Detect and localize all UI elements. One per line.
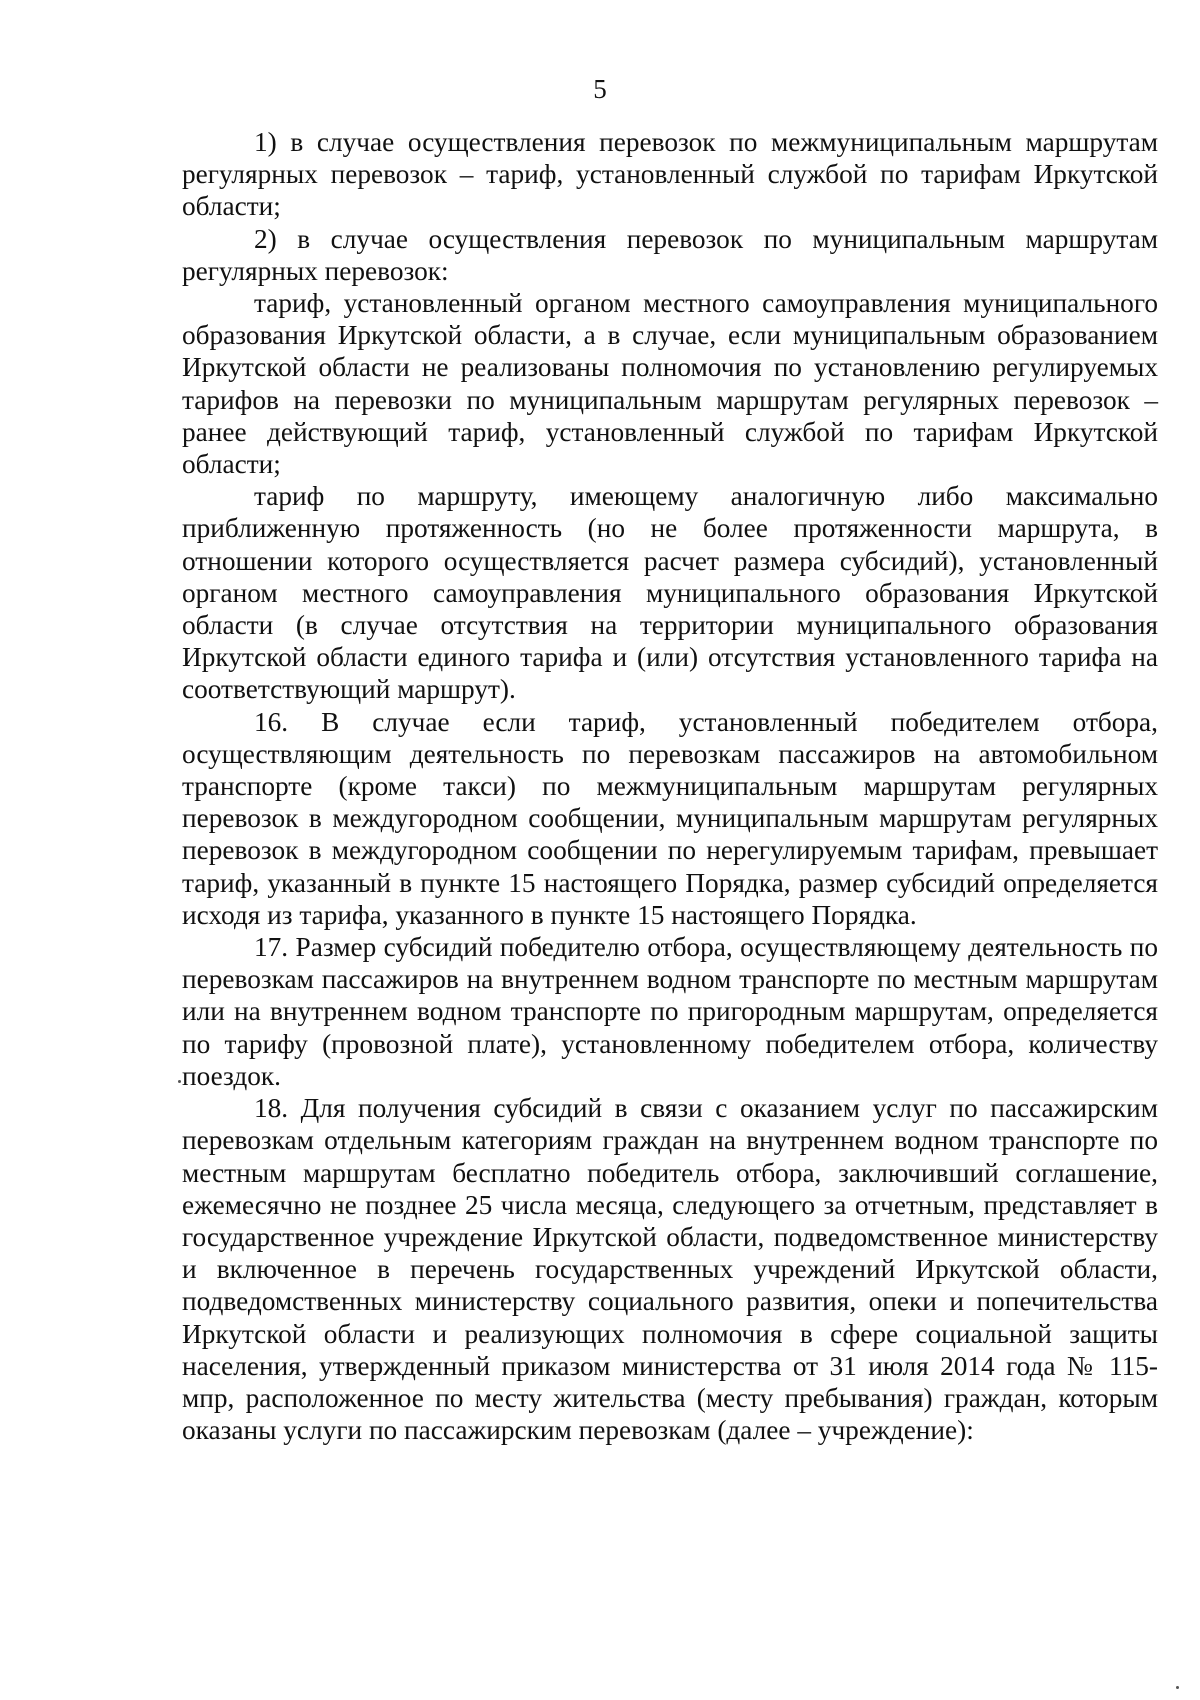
page-number: 5 [593,74,607,104]
paragraph-tariff-similar-route: тариф по маршруту, имеющему аналогичную либо максимально приближенную протяженность (но не более протяженности маршрута, в отношении которого осуществляется расчет размера субсидий), установленный органом местного самоуправления муниципального образования Иркутской области (в случае отсутствия на территории муниципального образования Иркутской области единого тарифа и (или) отсутствия установленного тарифа на соответствующий маршрут). [182,481,1158,705]
document-body [182,126,1158,1446]
paragraph-clause-17: 17. Размер субсидий победителю отбора, осуществляющему деятельность по перевозкам пассажиров на внутреннем водном транспорте по местным маршрутам или на внутреннем водном транспорте по пригородным маршрутам, определяется по тарифу (провозной плате), установленному победителем отбора, количеству поездок. [182,932,1158,1091]
paragraph-subpoint-2: 2) в случае осуществления перевозок по муниципальным маршрутам регулярных перевозок: [182,223,1158,286]
scan-speck [1176,1686,1179,1689]
paragraph-clause-16: 16. В случае если тариф, установленный победителем отбора, осуществляющим деятельность по перевозкам пассажиров на автомобильном транспорте (кроме такси) по межмуниципальным маршрутам регулярных перевозок в междугородном сообщении, муниципальным маршрутам регулярных перевозок в междугородном сообщении по нерегулируемым тарифам, превышает тариф, указанный в пункте 15 настоящего Порядка, размер субсидий определяется исходя из тарифа, указанного в пункте 15 настоящего Порядка. [182,706,1158,930]
paragraph-subpoint-1: 1) в случае осуществления перевозок по межмуниципальным маршрутам регулярных перевозок – тариф, установленный службой по тарифам Иркутской области; [182,127,1158,222]
paragraph-clause-18: 18. Для получения субсидий в связи с оказанием услуг по пассажирским перевозкам отдельным категориям граждан на внутреннем водном транспорте по местным маршрутам бесплатно победитель отбора, заключивший соглашение, ежемесячно не позднее 25 числа месяца, следующего за отчетным, представляет в государственное учреждение Иркутской области, подведомственное министерству и включенное в перечень государственных учреждений Иркутской области, подведомственных министерству социального развития, опеки и попечительства Иркутской области и реализующих полномочия в сфере социальной защиты населения, утвержденный приказом министерства от 31 июля 2014 года № 115-мпр, расположенное по месту жительства (месту пребывания) граждан, которым оказаны услуги по пассажирским перевозкам (далее – учреждение): [182,1093,1158,1446]
scan-speck [178,1080,181,1083]
paragraph-tariff-local-authority: тариф, установленный органом местного самоуправления муниципального образования Иркутской области, а в случае, если муниципальным образованием Иркутской области не реализованы полномочия по установлению регулируемых тарифов на перевозки по муниципальным маршрутам регулярных перевозок – ранее действующий тариф, установленный службой по тарифам Иркутской области; [182,288,1158,480]
